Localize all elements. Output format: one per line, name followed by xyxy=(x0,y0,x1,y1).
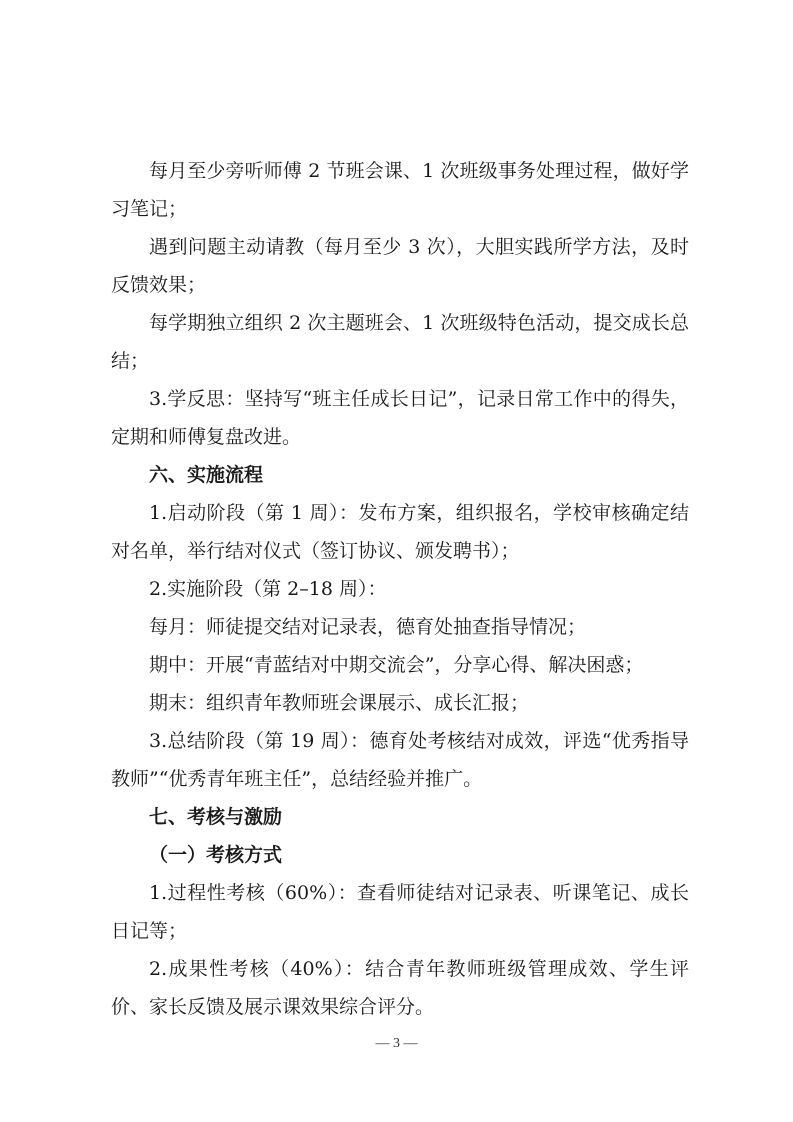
paragraph: 期末：组织青年教师班会课展示、成长汇报； xyxy=(149,692,530,714)
paragraph: 1.启动阶段（第 1 周）：发布方案，组织报名，学校审核确定结对名单，举行结对仪式（签订协议、颁发聘书）； xyxy=(111,502,689,562)
paragraph: 2.实施阶段（第 2–18 周）： xyxy=(149,578,387,600)
page-number: — 3 — xyxy=(375,1036,418,1051)
document-body xyxy=(111,152,689,1026)
paragraph: 期中：开展“青蓝结对中期交流会”，分享心得、解决困惑； xyxy=(149,654,644,676)
section-heading-assessment: 七、考核与激励 xyxy=(149,806,283,828)
paragraph: 每学期独立组织 2 次主题班会、1 次班级特色活动，提交成长总结； xyxy=(111,312,689,372)
paragraph: 2.成果性考核（40%）：结合青年教师班级管理成效、学生评价、家长反馈及展示课效果综合评分。 xyxy=(111,958,689,1018)
paragraph: 遇到问题主动请教（每月至少 3 次），大胆实践所学方法，及时反馈效果； xyxy=(111,236,689,296)
paragraph: 每月：师徒提交结对记录表，德育处抽查指导情况； xyxy=(149,616,587,638)
paragraph: 3.学反思：坚持写“班主任成长日记”，记录日常工作中的得失，定期和师傅复盘改进。 xyxy=(111,388,689,448)
section-heading-implementation: 六、实施流程 xyxy=(149,464,264,486)
paragraph: 1.过程性考核（60%）：查看师徒结对记录表、听课笔记、成长日记等； xyxy=(111,882,689,942)
paragraph: 3.总结阶段（第 19 周）：德育处考核结对成效，评选“优秀指导教师”“优秀青年班主任”，总结经验并推广。 xyxy=(111,730,689,790)
subsection-heading-assessment-method: （一）考核方式 xyxy=(149,844,283,866)
paragraph: 每月至少旁听师傅 2 节班会课、1 次班级事务处理过程，做好学习笔记； xyxy=(111,160,689,220)
